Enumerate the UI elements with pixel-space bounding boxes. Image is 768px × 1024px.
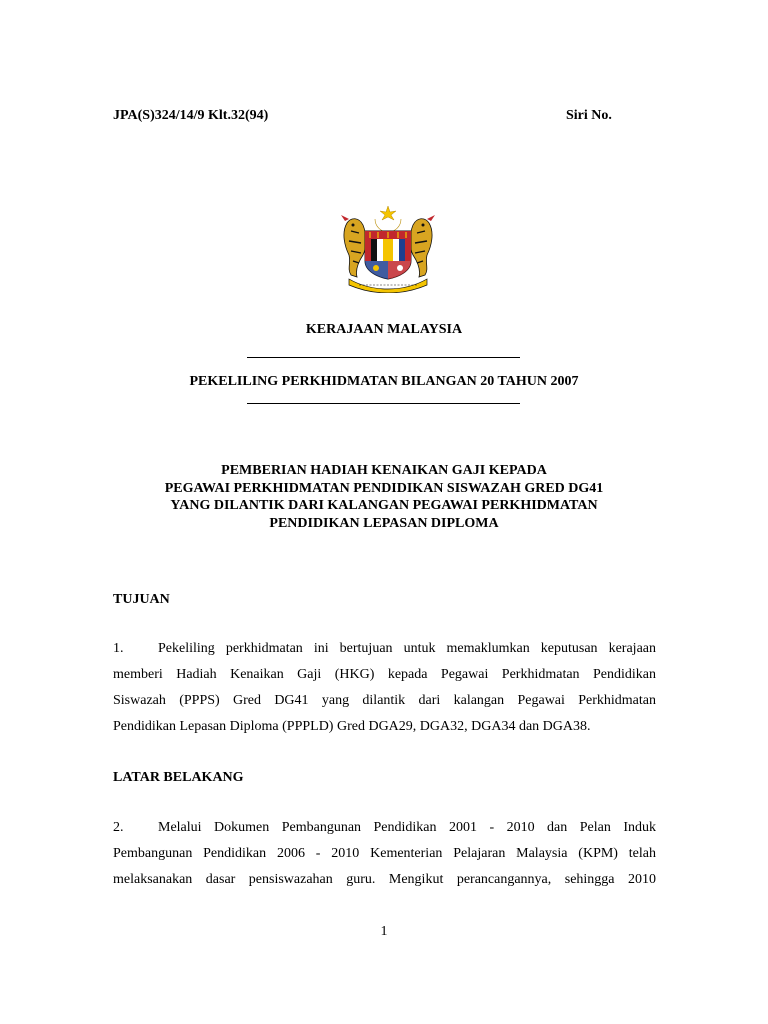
paragraph-line: Siswazah (PPPS) Gred DG41 yang dilantik dari kalangan Pegawai Perkhidmatan (113, 693, 656, 708)
paragraph-1 (113, 636, 656, 740)
paragraph-line: Pendidikan Lepasan Diploma (PPPLD) Gred DGA29, DGA32, DGA34 dan DGA38. (113, 719, 591, 734)
government-heading: KERAJAAN MALAYSIA (305, 322, 463, 337)
paragraph-number: 2. (113, 820, 124, 835)
paragraph-2 (113, 815, 656, 893)
document-title (0, 462, 768, 532)
paragraph-line: 2. Melalui Dokumen Pembangunan Pendidikan 2001 - 2010 dan Pelan Induk (113, 815, 656, 841)
page-number: 1 (380, 924, 388, 939)
title-line: PEMBERIAN HADIAH KENAIKAN GAJI KEPADA (221, 463, 547, 478)
file-reference: JPA(S)324/14/9 Klt.32(94) (113, 108, 269, 123)
paragraph-number: 1. (113, 641, 124, 656)
paragraph-line: 1. Pekeliling perkhidmatan ini bertujuan untuk memaklumkan keputusan kerajaan (113, 636, 656, 662)
title-line: PENDIDIKAN LEPASAN DIPLOMA (269, 515, 499, 531)
section-heading-tujuan: TUJUAN (113, 592, 170, 607)
paragraph-line: Pembangunan Pendidikan 2006 - 2010 Kementerian Pelajaran Malaysia (KPM) telah (113, 846, 656, 861)
paragraph-line: memberi Hadiah Kenaikan Gaji (HKG) kepada Pegawai Perkhidmatan Pendidikan (113, 667, 656, 682)
circular-heading: PEKELILING PERKHIDMATAN BILANGAN 20 TAHUN 2007 (189, 374, 579, 389)
section-heading-latar-belakang: LATAR BELAKANG (113, 770, 244, 785)
malaysia-coat-of-arms-icon (333, 203, 443, 293)
divider-upper (247, 357, 520, 358)
divider-lower (247, 403, 520, 404)
serial-number-label: Siri No. (566, 108, 612, 123)
title-line: PEGAWAI PERKHIDMATAN PENDIDIKAN SISWAZAH GRED DG41 (164, 480, 604, 496)
paragraph-line: melaksanakan dasar pensiswazahan guru. Mengikut perancangannya, sehingga 2010 (113, 872, 656, 887)
title-line: YANG DILANTIK DARI KALANGAN PEGAWAI PERKHIDMATAN (170, 498, 598, 513)
